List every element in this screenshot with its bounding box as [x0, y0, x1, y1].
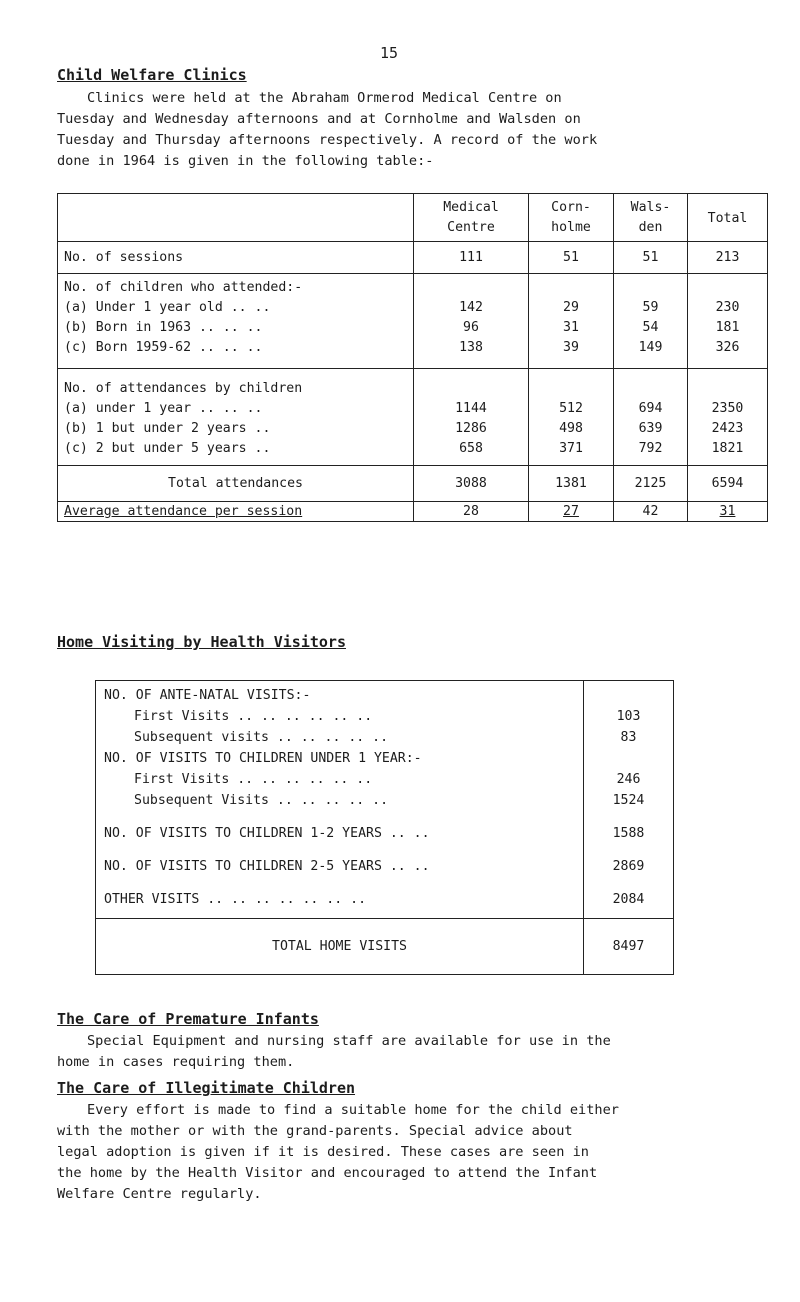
clinic-attendance-table	[57, 193, 768, 522]
header-walsden: Wals- den	[614, 194, 688, 242]
paragraph-line: Tuesday and Wednesday afternoons and at Cornholme and Walsden on	[57, 111, 581, 127]
children-cornholme: 29 31 39	[529, 274, 614, 369]
paragraph-premature	[57, 1031, 757, 1073]
visits-body-row	[96, 681, 674, 919]
cell-value: 42	[614, 502, 688, 522]
header-medical-centre: Medical Centre	[414, 194, 529, 242]
attendances-walsden: 694 639 792	[614, 369, 688, 466]
paragraph-line: home in cases requiring them.	[57, 1054, 295, 1070]
paragraph-line: Tuesday and Thursday afternoons respectively. A record of the work	[57, 132, 598, 148]
paragraph-illegitimate	[57, 1100, 757, 1205]
cell-value: 2125	[614, 466, 688, 502]
cell-value: 213	[688, 242, 768, 274]
cell-value: 31	[688, 502, 768, 522]
paragraph-line: Welfare Centre regularly.	[57, 1186, 262, 1202]
table-row-average-attendance	[58, 502, 768, 522]
age1-2-label: NO. OF VISITS TO CHILDREN 1-2 YEARS .. ..	[104, 826, 430, 841]
cell-value: 111	[414, 242, 529, 274]
visits-total-row	[96, 919, 674, 975]
attendances-medical-centre: 1144 1286 658	[414, 369, 529, 466]
antenatal-heading: NO. OF ANTE-NATAL VISITS:-	[104, 688, 311, 703]
header-cornholme: Corn- holme	[529, 194, 614, 242]
header-empty	[58, 194, 414, 242]
heading-child-welfare-clinics: Child Welfare Clinics	[57, 66, 247, 84]
under1-subsequent-value: 1524	[612, 793, 645, 808]
cell-value: 51	[614, 242, 688, 274]
paragraph-line: with the mother or with the grand-parents. Special advice about	[57, 1123, 573, 1139]
row-label: Average attendance per session	[58, 502, 414, 522]
heading-illegitimate-children: The Care of Illegitimate Children	[57, 1079, 356, 1097]
heading-home-visiting: Home Visiting by Health Visitors	[57, 633, 346, 651]
antenatal-first-value: 103	[616, 709, 641, 724]
cell-value: 27	[529, 502, 614, 522]
table-header-row	[58, 194, 768, 242]
cell-value: 51	[529, 242, 614, 274]
under1-first-label: First Visits .. .. .. .. .. ..	[134, 772, 373, 787]
under1-first-value: 246	[616, 772, 641, 787]
children-total: 230 181 326	[688, 274, 768, 369]
children-walsden: 59 54 149	[614, 274, 688, 369]
paragraph-line: done in 1964 is given in the following table:-	[57, 153, 434, 169]
total-visits-label: TOTAL HOME VISITS	[96, 919, 584, 975]
under1-subsequent-label: Subsequent Visits .. .. .. .. ..	[134, 793, 389, 808]
children-labels: No. of children who attended:- (a) Under 1 year old .. .. (b) Born in 1963 .. .. .. (c) Born 1959-62 .. .. ..	[58, 274, 414, 369]
age1-2-value: 1588	[612, 826, 645, 841]
paragraph-line: Every effort is made to find a suitable home for the child either	[87, 1102, 619, 1118]
paragraph-line: legal adoption is given if it is desired. These cases are seen in	[57, 1144, 589, 1160]
attendances-total: 2350 2423 1821	[688, 369, 768, 466]
under1-heading: NO. OF VISITS TO CHILDREN UNDER 1 YEAR:-	[104, 751, 422, 766]
visits-values	[584, 681, 674, 919]
heading-premature-infants: The Care of Premature Infants	[57, 1010, 319, 1028]
cell-value: 28	[414, 502, 529, 522]
row-label: No. of sessions	[58, 242, 414, 274]
table-row-sessions	[58, 242, 768, 274]
table-row-total-attendances	[58, 466, 768, 502]
age2-5-value: 2869	[612, 859, 645, 874]
header-total: Total	[688, 194, 768, 242]
total-visits-value: 8497	[584, 919, 674, 975]
paragraph-clinics	[57, 88, 757, 172]
attendances-labels: No. of attendances by children (a) under 1 year .. .. .. (b) 1 but under 2 years .. (c) 2 but under 5 years ..	[58, 369, 414, 466]
table-row-children	[58, 274, 768, 369]
antenatal-first-label: First Visits .. .. .. .. .. ..	[134, 709, 373, 724]
attendances-cornholme: 512 498 371	[529, 369, 614, 466]
visits-labels	[96, 681, 584, 919]
age2-5-label: NO. OF VISITS TO CHILDREN 2-5 YEARS .. ..	[104, 859, 430, 874]
paragraph-line: the home by the Health Visitor and encouraged to attend the Infant	[57, 1165, 598, 1181]
children-medical-centre: 142 96 138	[414, 274, 529, 369]
table-row-attendances	[58, 369, 768, 466]
other-visits-value: 2084	[612, 892, 645, 907]
cell-value: 6594	[688, 466, 768, 502]
page-number: 15	[380, 44, 399, 62]
row-label: Total attendances	[58, 466, 414, 502]
cell-value: 1381	[529, 466, 614, 502]
paragraph-line: Clinics were held at the Abraham Ormerod Medical Centre on	[87, 90, 562, 106]
paragraph-line: Special Equipment and nursing staff are available for use in the	[87, 1033, 611, 1049]
cell-value: 3088	[414, 466, 529, 502]
antenatal-subsequent-label: Subsequent visits .. .. .. .. ..	[134, 730, 389, 745]
antenatal-subsequent-value: 83	[620, 730, 637, 745]
home-visits-table	[95, 680, 674, 975]
other-visits-label: OTHER VISITS .. .. .. .. .. .. ..	[104, 892, 367, 907]
